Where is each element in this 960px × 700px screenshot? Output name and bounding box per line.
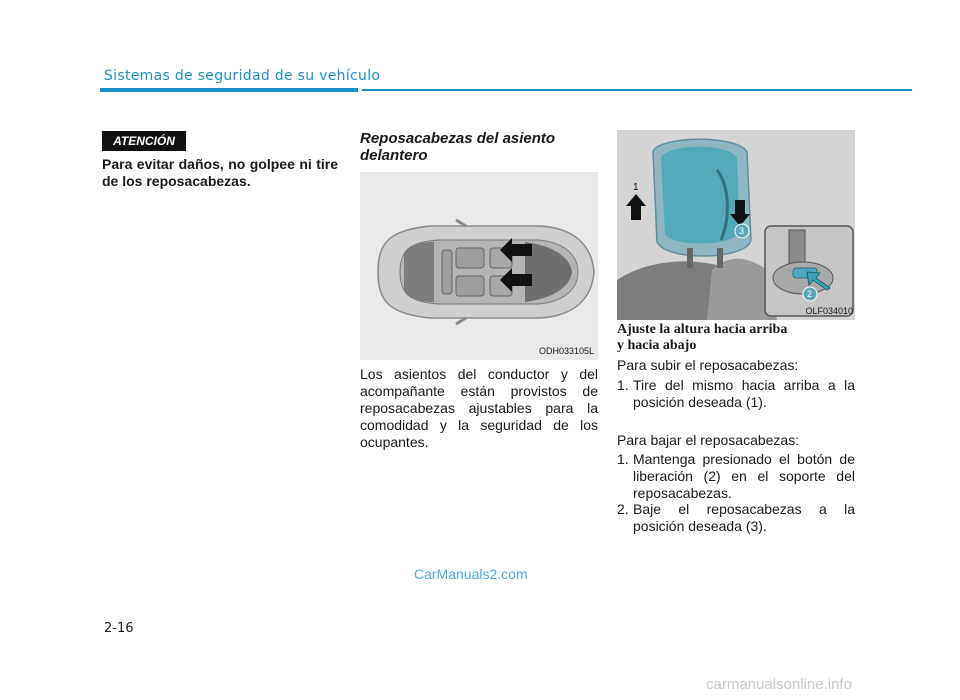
lower-intro: Para bajar el reposacabezas: xyxy=(617,432,800,448)
car-top-view-figure xyxy=(360,172,598,360)
lower-step xyxy=(617,451,855,502)
raise-step-text: Tire del mismo hacia arriba a la posición deseada (1). xyxy=(633,377,855,410)
warning-badge: ATENCIÓN xyxy=(102,131,186,151)
figure-code-2: OLF034010 xyxy=(805,306,853,316)
footer-watermark: carmanualsonline.info xyxy=(706,676,852,693)
adjust-title-line1: Ajuste la altura hacia arriba xyxy=(617,322,788,337)
raise-intro: Para subir el reposacabezas: xyxy=(617,357,799,373)
car-top-view-illustration xyxy=(360,172,598,360)
headrest-figure xyxy=(617,130,855,320)
site-watermark: CarManuals2.com xyxy=(414,566,528,582)
raise-step xyxy=(617,377,855,411)
lower-step-text: Baje el reposacabezas a la posición deseada (3). xyxy=(633,501,855,534)
callout-2: 2 xyxy=(807,289,813,299)
lower-step-number: 1. xyxy=(617,451,629,467)
callout-3: 3 xyxy=(739,226,745,236)
page-number: 2-16 xyxy=(104,621,134,636)
warning-text: Para evitar daños, no golpee ni tire de los reposacabezas. xyxy=(102,156,338,189)
lower-step-text: Mantenga presionado el botón de liberación (2) en el soporte del reposacabezas. xyxy=(633,451,855,501)
headrest-illustration xyxy=(617,130,855,320)
header-rule-accent xyxy=(100,88,358,92)
raise-step-number: 1. xyxy=(617,377,629,393)
lower-step-number: 2. xyxy=(617,501,629,517)
callout-1: 1 xyxy=(633,182,639,193)
release-button-inset xyxy=(765,226,853,316)
figure-code: ODH033105L xyxy=(538,346,594,356)
section-paragraph: Los asientos del conductor y del acompañante están provistos de reposacabezas ajustables para la comodidad y la seguridad de los ocupantes. xyxy=(360,366,598,450)
adjust-title xyxy=(617,322,855,354)
section-title: Reposacabezas del asiento delantero xyxy=(360,130,556,164)
car-body xyxy=(378,220,594,324)
lower-step xyxy=(617,501,855,535)
header-rule xyxy=(362,89,912,91)
page-header-title: Sistemas de seguridad de su vehículo xyxy=(104,68,381,84)
adjust-title-line2: y hacia abajo xyxy=(617,338,697,353)
